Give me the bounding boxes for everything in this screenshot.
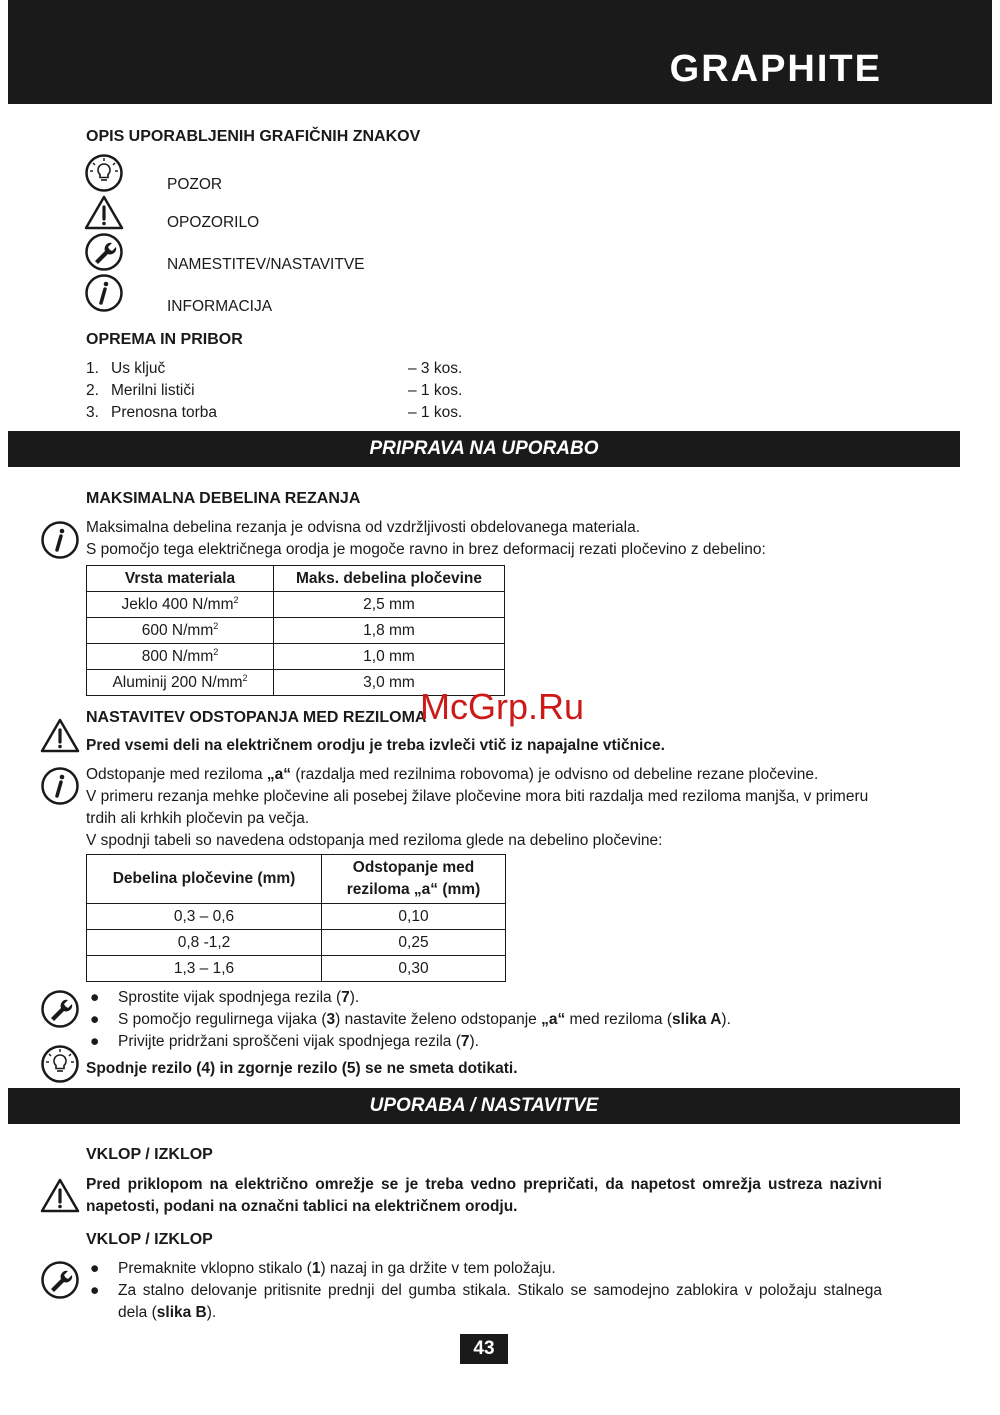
- watermark: McGrp.Ru: [420, 686, 585, 727]
- section-title-usage: UPORABA / NASTAVITVE: [8, 1088, 960, 1124]
- lightbulb-icon: [40, 1044, 80, 1084]
- gap-cell: 0,25: [322, 930, 506, 956]
- unit-superscript: 2: [233, 594, 239, 605]
- unit-superscript: 2: [213, 620, 219, 631]
- equipment-num-3: 3.: [86, 404, 99, 421]
- equipment-heading: OPREMA IN PRIBOR: [86, 331, 243, 348]
- symbols-heading: OPIS UPORABLJENIH GRAFIČNIH ZNAKOV: [86, 128, 421, 145]
- gap-paragraph-3: V spodnji tabeli so navedena odstopanja med reziloma glede na debelino pločevine:: [86, 832, 663, 849]
- symbol-label-info: INFORMACIJA: [167, 298, 273, 315]
- equipment-num-1: 1.: [86, 360, 99, 377]
- equipment-name-3: Prenosna torba: [111, 404, 217, 421]
- voltage-warning: Pred priklopom na električno omrežje se je treba vedno prepričati, da napetost omrežja ustreza nazivni napetosti, podani na označni tablici na električnem orodju.: [86, 1176, 882, 1215]
- wrench-icon: [40, 1260, 80, 1300]
- info-icon: [40, 520, 80, 560]
- max-thickness-table: [86, 565, 505, 696]
- equipment-num-2: 2.: [86, 382, 99, 399]
- brand-logo: GRAPHITE: [669, 48, 882, 90]
- gap-heading: NASTAVITEV ODSTOPANJA MED REZILOMA: [86, 709, 427, 726]
- table-row: [87, 904, 506, 930]
- gap-cell: 0,30: [322, 956, 506, 982]
- gap-paragraph-1: Odstopanje med reziloma „a“ (razdalja med rezilnima robovoma) je odvisno od debeline rezane pločevine.: [86, 766, 819, 783]
- thickness-cell: 2,5 mm: [274, 592, 505, 618]
- switch-step-2: ● Za stalno delovanje pritisnite prednji del gumba stikala. Stikalo se samodejno zablokira v položaju stalnega dela (slika B).: [90, 1282, 882, 1321]
- unit-superscript: 2: [242, 672, 248, 683]
- gap-warning: Pred vsemi deli na električnem orodju je treba izvleči vtič iz napajalne vtičnice.: [86, 737, 665, 754]
- symbol-label-caution: POZOR: [167, 176, 223, 193]
- switch-step-1: ● Premaknite vklopno stikalo (1) nazaj in ga držite v tem položaju.: [90, 1260, 556, 1277]
- material-cell: Aluminij 200 N/mm: [112, 674, 243, 692]
- equipment-qty-1: – 3 kos.: [408, 360, 463, 377]
- info-icon: [40, 766, 80, 806]
- material-cell: 800 N/mm: [141, 648, 214, 666]
- max-cut-text-2: S pomočjo tega električnega orodja je mogoče ravno in brez deformacij rezati pločevino z debelino:: [86, 541, 766, 558]
- table-row: [87, 618, 505, 644]
- gap-step-1: ● Sprostite vijak spodnjega rezila (7).: [90, 989, 360, 1006]
- unit-superscript: 2: [213, 646, 219, 657]
- thickness-cell: 0,3 – 0,6: [87, 904, 322, 930]
- table-row: [87, 930, 506, 956]
- equipment-qty-2: – 1 kos.: [408, 382, 463, 399]
- warning-triangle-icon: [40, 716, 80, 756]
- warning-triangle-icon: [40, 1176, 80, 1216]
- equipment-qty-3: – 1 kos.: [408, 404, 463, 421]
- symbol-label-setup: NAMESTITEV/NASTAVITVE: [167, 256, 365, 273]
- on-off-heading-2: VKLOP / IZKLOP: [86, 1231, 213, 1248]
- thickness-cell: 1,8 mm: [274, 618, 505, 644]
- max-cut-heading: MAKSIMALNA DEBELINA REZANJA: [86, 490, 361, 507]
- section-title-preparation: PRIPRAVA NA UPORABO: [8, 431, 960, 467]
- thickness-cell: 0,8 -1,2: [87, 930, 322, 956]
- wrench-icon: [40, 989, 80, 1029]
- thickness-cell: 3,0 mm: [274, 670, 505, 696]
- table-header: Vrsta materiala: [87, 566, 274, 592]
- page-number: 43: [460, 1334, 508, 1364]
- wrench-icon: [84, 232, 124, 272]
- gap-step-3: ● Privijte pridržani sproščeni vijak spodnjega rezila (7).: [90, 1033, 479, 1050]
- gap-paragraph-2: V primeru rezanja mehke pločevine ali posebej žilave pločevine mora biti razdalja med reziloma manjša, v primeru trdih ali krhkih pločevin pa večja.: [86, 788, 869, 827]
- warning-triangle-icon: [84, 193, 124, 233]
- table-row: [87, 592, 505, 618]
- symbol-label-warning: OPOZORILO: [167, 214, 260, 231]
- equipment-name-2: Merilni lističi: [111, 382, 195, 399]
- blade-caution: Spodnje rezilo (4) in zgornje rezilo (5) se ne smeta dotikati.: [86, 1060, 518, 1077]
- table-header: Odstopanje med reziloma „a“ (mm): [322, 855, 506, 904]
- max-cut-text-1: Maksimalna debelina rezanja je odvisna od vzdržljivosti obdelovanega materiala.: [86, 519, 641, 536]
- gap-step-2: ● S pomočjo regulirnega vijaka (3) nastavite želeno odstopanje „a“ med reziloma (slika A).: [90, 1011, 731, 1028]
- equipment-name-1: Us ključ: [111, 360, 166, 377]
- lightbulb-icon: [84, 153, 124, 193]
- table-header: Maks. debelina pločevine: [274, 566, 505, 592]
- thickness-cell: 1,3 – 1,6: [87, 956, 322, 982]
- gap-cell: 0,10: [322, 904, 506, 930]
- gap-table: [86, 854, 506, 982]
- material-cell: 600 N/mm: [141, 622, 214, 640]
- material-cell: Jeklo 400 N/mm: [121, 596, 234, 614]
- thickness-cell: 1,0 mm: [274, 644, 505, 670]
- table-row: [87, 644, 505, 670]
- page-header: [8, 0, 992, 104]
- table-row: [87, 956, 506, 982]
- info-icon: [84, 273, 124, 313]
- table-header: Debelina pločevine (mm): [87, 855, 322, 904]
- on-off-heading-1: VKLOP / IZKLOP: [86, 1146, 213, 1163]
